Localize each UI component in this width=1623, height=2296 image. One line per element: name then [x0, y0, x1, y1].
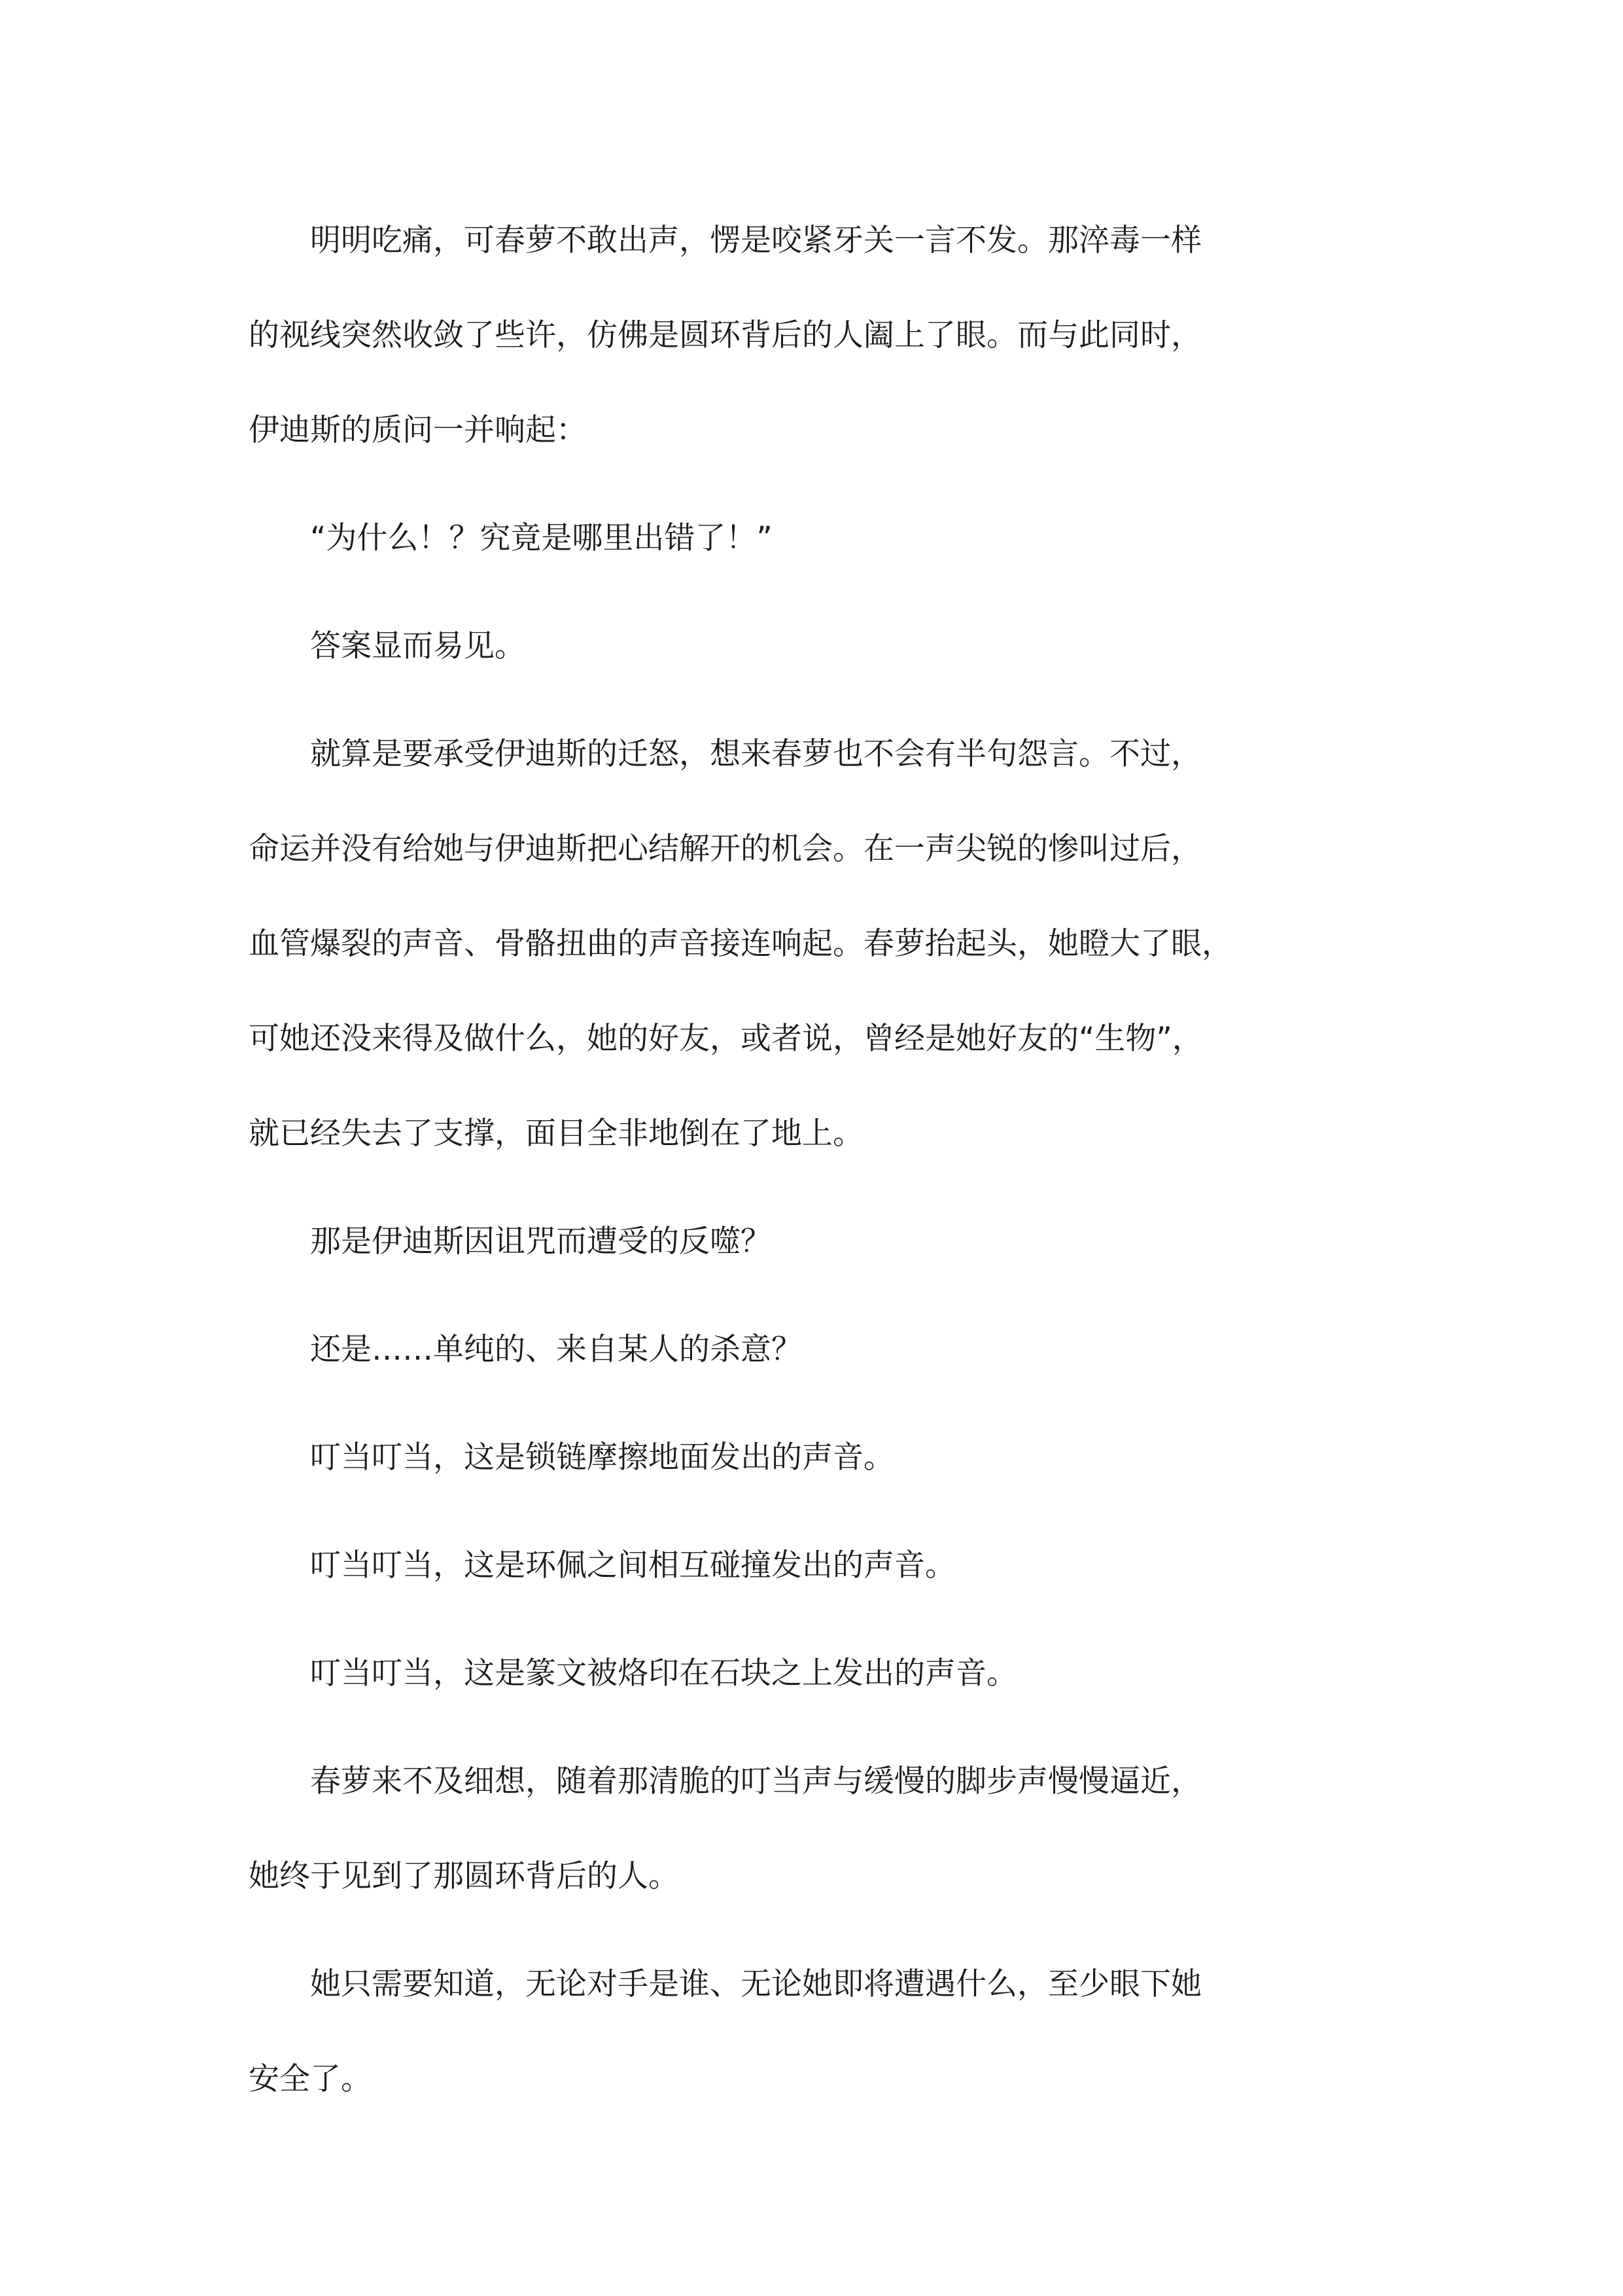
text-line: 叮当叮当，这是环佩之间相互碰撞发出的声音。 [310, 1547, 956, 1583]
text-line: 伊迪斯的质问一并响起： [249, 412, 587, 448]
text-line: “为什么！？究竟是哪里出错了！” [310, 520, 773, 556]
text-line: 春萝来不及细想，随着那清脆的叮当声与缓慢的脚步声慢慢逼近， [310, 1763, 1202, 1799]
text-line: 叮当叮当，这是锁链摩擦地面发出的声音。 [310, 1439, 894, 1475]
text-line: 的视线突然收敛了些许，仿佛是圆环背后的人阖上了眼。而与此同时， [249, 317, 1202, 353]
paragraph [249, 1302, 1269, 1397]
text-line: 明明吃痛，可春萝不敢出声，愣是咬紧牙关一言不发。那淬毒一样 [310, 222, 1202, 258]
text-line: 答案显而易见。 [310, 628, 525, 664]
text-line: 安全了。 [249, 2061, 372, 2097]
text-line: 就已经失去了支撑，面目全非地倒在了地上。 [249, 1116, 864, 1152]
text-line: 叮当叮当，这是篆文被烙印在石块之上发出的声音。 [310, 1655, 1017, 1691]
text-line: 可她还没来得及做什么，她的好友，或者说，曾经是她好友的“生物”， [249, 1021, 1203, 1057]
paragraph [249, 193, 1269, 478]
text-line: 还是……单纯的、来自某人的杀意？ [310, 1332, 802, 1368]
paragraph [249, 1518, 1269, 1613]
text-line: 就算是要承受伊迪斯的迁怒，想来春萝也不会有半句怨言。不过， [310, 736, 1202, 772]
text-line: 她只需要知道，无论对手是谁、无论她即将遭遇什么，至少眼下她 [310, 1966, 1202, 2002]
text-line: 她终于见到了那圆环背后的人。 [249, 1858, 679, 1894]
text-body [249, 193, 1269, 2127]
paragraph [249, 599, 1269, 694]
paragraph [249, 1194, 1269, 1289]
paragraph [249, 1734, 1269, 1924]
paragraph [249, 1626, 1269, 1721]
paragraph [249, 1410, 1269, 1505]
text-line: 血管爆裂的声音、骨骼扭曲的声音接连响起。春萝抬起头，她瞪大了眼， [249, 926, 1232, 962]
text-line: 那是伊迪斯因诅咒而遭受的反噬？ [310, 1224, 771, 1260]
paragraph [249, 707, 1269, 1181]
text-line: 命运并没有给她与伊迪斯把心结解开的机会。在一声尖锐的惨叫过后， [249, 831, 1202, 867]
paragraph [249, 1937, 1269, 2127]
paragraph [249, 491, 1269, 586]
